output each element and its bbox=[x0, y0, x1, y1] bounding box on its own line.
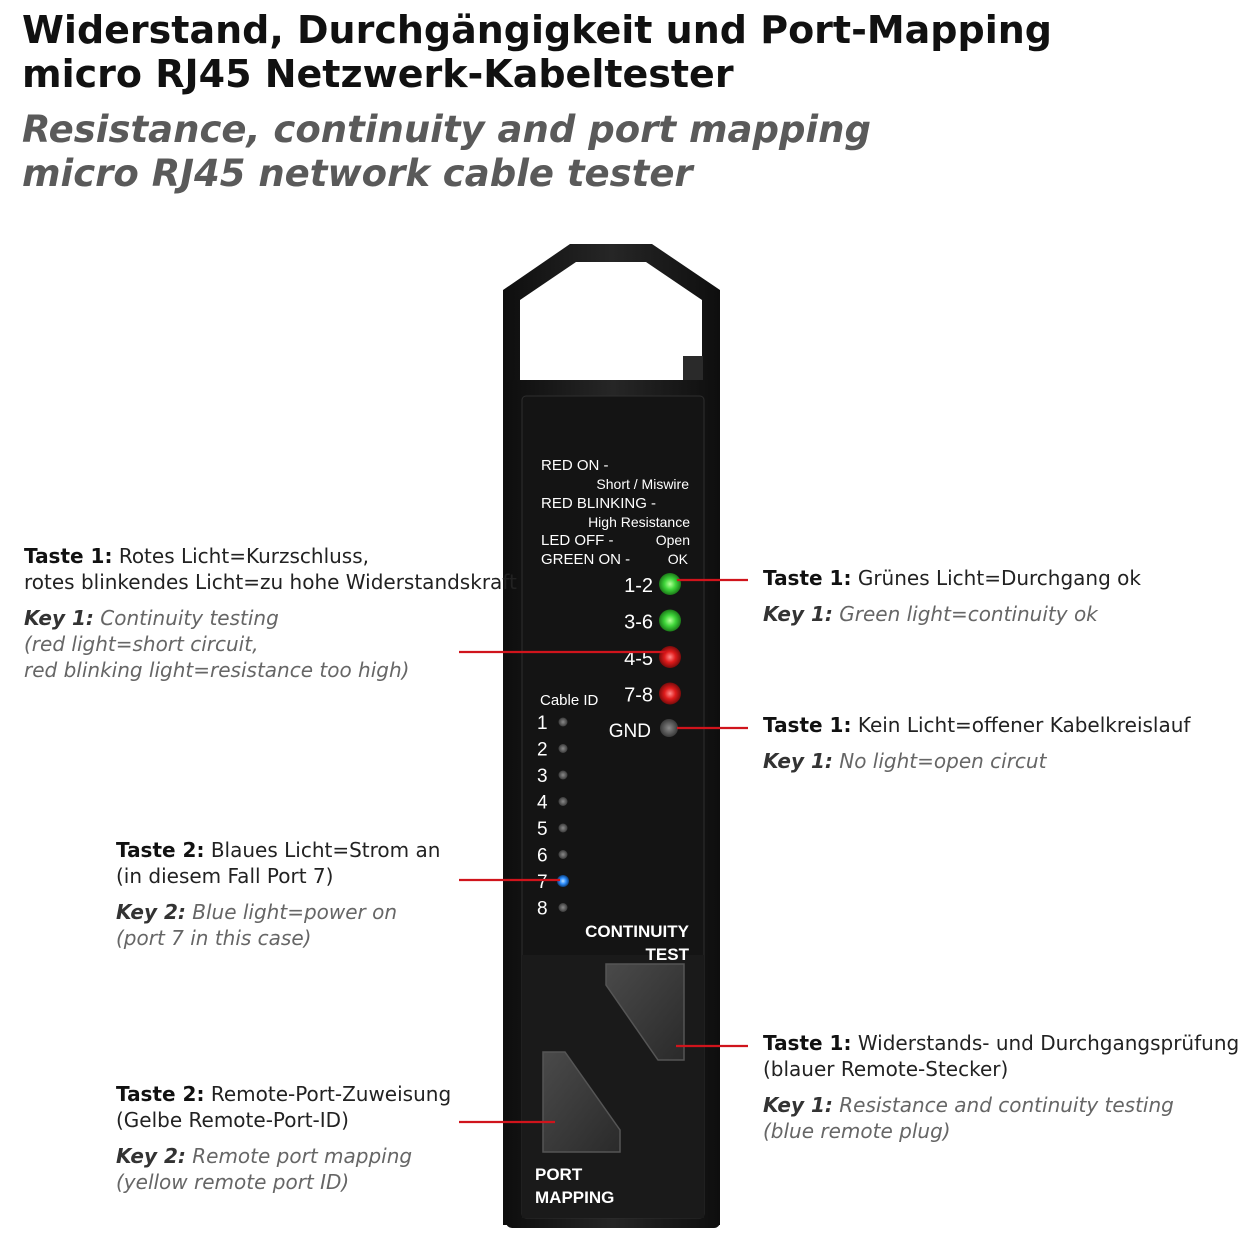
callout-text: Rotes Licht=Kurzschluss, bbox=[112, 544, 369, 568]
callout-key-label: Taste 1: bbox=[24, 544, 113, 568]
cable-id-label-8: 8 bbox=[537, 898, 548, 920]
legend-red-blinking: RED BLINKING - bbox=[541, 495, 657, 512]
cable-id-label-7: 7 bbox=[537, 872, 548, 893]
callout-text: Widerstands- und Durchgangsprüfung bbox=[851, 1031, 1240, 1055]
pair-led-4-5 bbox=[659, 646, 681, 668]
pair-led-3-6 bbox=[659, 610, 681, 632]
callout-text: Green light=continuity ok bbox=[832, 602, 1098, 626]
callout-key-label: Taste 2: bbox=[116, 838, 205, 862]
callout-key-label: Key 1: bbox=[763, 749, 833, 773]
gnd-label: GND bbox=[608, 721, 651, 742]
legend-high-resistance: High Resistance bbox=[588, 514, 690, 530]
pair-led-7-8 bbox=[659, 683, 681, 705]
callout-text: (port 7 in this case) bbox=[116, 926, 312, 950]
legend-open: Open bbox=[655, 532, 690, 548]
port-mapping-label-line1: PORT bbox=[535, 1165, 583, 1184]
title-german-line2: micro RJ45 Netzwerk-Kabeltester bbox=[22, 52, 734, 96]
callout-red-led bbox=[24, 543, 517, 683]
callout-port-mapping-button-german bbox=[116, 1081, 451, 1133]
callout-red-led-german bbox=[24, 543, 517, 595]
hanger-notch bbox=[683, 356, 703, 380]
callout-blue-led-german bbox=[116, 837, 440, 889]
callout-text: (in diesem Fall Port 7) bbox=[116, 864, 334, 888]
cable-id-label-3: 3 bbox=[537, 766, 548, 787]
cable-id-label-6: 6 bbox=[537, 845, 548, 867]
callout-key-label: Key 1: bbox=[763, 1093, 833, 1117]
cable-id-led-5 bbox=[559, 824, 568, 833]
callout-continuity-button-german bbox=[763, 1030, 1239, 1082]
callout-green-led-german bbox=[763, 565, 1141, 591]
callout-no-light-german bbox=[763, 712, 1190, 738]
callout-port-mapping-button bbox=[116, 1081, 451, 1195]
callout-text: Continuity testing bbox=[93, 606, 279, 630]
callout-key-label: Key 2: bbox=[116, 1144, 186, 1168]
callout-no-light-english bbox=[763, 748, 1190, 774]
callout-blue-led-english bbox=[116, 899, 440, 951]
legend-ok: OK bbox=[667, 551, 688, 567]
continuity-label-line1: CONTINUITY bbox=[585, 922, 689, 941]
callout-text: (yellow remote port ID) bbox=[116, 1170, 350, 1194]
callout-text: Remote-Port-Zuweisung bbox=[204, 1082, 452, 1106]
callout-text: Kein Licht=offener Kabelkreislauf bbox=[851, 713, 1191, 737]
legend-red-on: RED ON - bbox=[541, 457, 609, 474]
cable-id-label-5: 5 bbox=[537, 819, 548, 840]
callout-text: red blinking light=resistance too high) bbox=[24, 658, 410, 682]
title-english-line2: micro RJ45 network cable tester bbox=[22, 152, 693, 195]
callout-key-label: Taste 1: bbox=[763, 1031, 852, 1055]
callout-text: Remote port mapping bbox=[185, 1144, 413, 1168]
callout-key-label: Taste 2: bbox=[116, 1082, 205, 1106]
callout-port-mapping-button-english bbox=[116, 1143, 451, 1195]
cable-id-title: Cable ID bbox=[540, 692, 599, 709]
cable-id-led-3 bbox=[559, 771, 568, 780]
callout-key-label: Key 1: bbox=[763, 602, 833, 626]
cable-id-label-1: 1 bbox=[537, 713, 548, 734]
callout-text: Blaues Licht=Strom an bbox=[204, 838, 441, 862]
callout-text: No light=open circut bbox=[832, 749, 1047, 773]
cable-id-led-4 bbox=[559, 797, 568, 806]
callout-continuity-button bbox=[763, 1030, 1239, 1144]
callout-text: (red light=short circuit, bbox=[24, 632, 259, 656]
callout-text: (blue remote plug) bbox=[763, 1119, 951, 1143]
cable-id-led-1 bbox=[559, 718, 568, 727]
legend-green-on: GREEN ON - bbox=[541, 551, 631, 568]
title-german-line1: Widerstand, Durchgängigkeit und Port-Mapping bbox=[22, 8, 1052, 52]
callout-no-light bbox=[763, 712, 1190, 774]
callout-key-label: Key 2: bbox=[116, 900, 186, 924]
pair-led-1-2 bbox=[659, 573, 681, 595]
callout-text: Blue light=power on bbox=[185, 900, 398, 924]
pair-label-3-6: 3-6 bbox=[624, 611, 653, 634]
callout-text: (blauer Remote-Stecker) bbox=[763, 1057, 1009, 1081]
cable-id-label-2: 2 bbox=[537, 739, 548, 761]
callout-key-label: Key 1: bbox=[24, 606, 94, 630]
cable-id-led-2 bbox=[559, 744, 568, 753]
legend-led-off: LED OFF - bbox=[541, 532, 614, 549]
callout-green-led-english bbox=[763, 601, 1141, 627]
continuity-label-line2: TEST bbox=[645, 945, 689, 964]
callout-text: Resistance and continuity testing bbox=[832, 1093, 1174, 1117]
callout-text: (Gelbe Remote-Port-ID) bbox=[116, 1108, 349, 1132]
callout-text: Grünes Licht=Durchgang ok bbox=[851, 566, 1141, 590]
callout-key-label: Taste 1: bbox=[763, 713, 852, 737]
pair-label-1-2: 1-2 bbox=[624, 575, 653, 597]
title-english-line1: Resistance, continuity and port mapping bbox=[22, 108, 871, 151]
gnd-led bbox=[660, 719, 678, 737]
legend-short-miswire: Short / Miswire bbox=[596, 476, 689, 492]
pair-label-7-8: 7-8 bbox=[624, 684, 653, 707]
callout-text: rotes blinkendes Licht=zu hohe Widerstandskraft bbox=[24, 570, 517, 594]
cable-id-led-8 bbox=[559, 903, 568, 912]
pair-label-4-5: 4-5 bbox=[624, 648, 653, 670]
callout-continuity-button-english bbox=[763, 1092, 1239, 1144]
callout-red-led-english bbox=[24, 605, 517, 683]
port-mapping-label-line2: MAPPING bbox=[535, 1188, 615, 1207]
callout-key-label: Taste 1: bbox=[763, 566, 852, 590]
cable-id-led-6 bbox=[559, 850, 568, 859]
callout-green-led bbox=[763, 565, 1141, 627]
cable-id-label-4: 4 bbox=[537, 792, 548, 814]
callout-blue-led bbox=[116, 837, 440, 951]
